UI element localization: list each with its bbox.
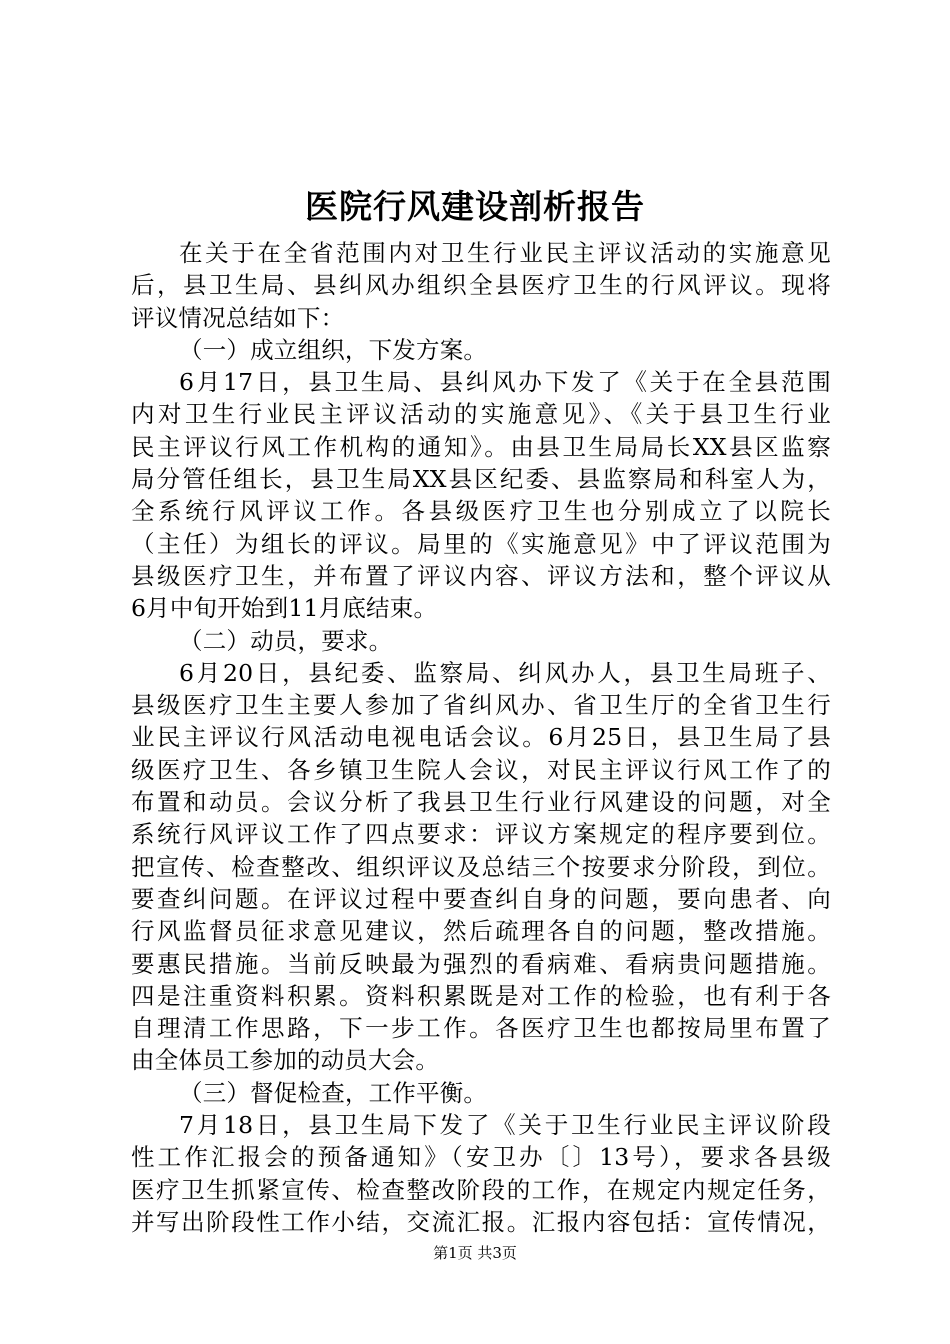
body-line: 布置和动员。会议分析了我县卫生行业行风建设的问题，对全 [131, 788, 831, 817]
body-line: 并写出阶段性工作小结，交流汇报。汇报内容包括：宣传情况， [131, 1207, 831, 1236]
body-line: 县级医疗卫生主要人参加了省纠风办、省卫生厅的全省卫生行 [131, 691, 831, 720]
body-line: 自理清工作思路，下一步工作。各医疗卫生也都按局里布置了 [131, 1014, 831, 1043]
body-line: 全系统行风评议工作。各县级医疗卫生也分别成立了以院长 [131, 497, 831, 526]
body-line: 6月中旬开始到11月底结束。 [131, 594, 438, 623]
body-line: 业民主评议行风活动电视电话会议。6月25日，县卫生局了县 [131, 723, 831, 752]
body-line: 级医疗卫生、各乡镇卫生院人会议，对民主评议行风工作了的 [131, 755, 831, 784]
body-line: 后，县卫生局、县纠风办组织全县医疗卫生的行风评议。现将 [131, 271, 831, 300]
section-heading: （三）督促检查，工作平衡。 [179, 1078, 488, 1107]
body-line: 评议情况总结如下： [131, 303, 345, 332]
section-heading: （一）成立组织，下发方案。 [179, 335, 488, 364]
body-line: 6月17日，县卫生局、县纠风办下发了《关于在全县范围 [179, 368, 831, 397]
body-line: 民主评议行风工作机构的通知》。由县卫生局局长XX县区监察 [131, 432, 831, 461]
body-line: 行风监督员征求意见建议，然后疏理各自的问题，整改措施。 [131, 917, 831, 946]
body-line: 性工作汇报会的预备通知》（安卫办〔〕13号），要求各县级 [131, 1143, 831, 1172]
body-line: 四是注重资料积累。资料积累既是对工作的检验，也有利于各 [131, 981, 831, 1010]
body-line: （主任）为组长的评议。局里的《实施意见》中了评议范围为 [131, 529, 831, 558]
body-line: 县级医疗卫生，并布置了评议内容、评议方法和，整个评议从 [131, 561, 831, 590]
body-line: 要惠民措施。当前反映最为强烈的看病难、看病贵问题措施。 [131, 949, 831, 978]
page-number-footer: 第1页 共3页 [433, 1244, 517, 1262]
body-line: 由全体员工参加的动员大会。 [131, 1046, 440, 1075]
body-line: 系统行风评议工作了四点要求：评议方案规定的程序要到位。 [131, 820, 831, 849]
document-body [131, 237, 831, 1238]
body-line: 医疗卫生抓紧宣传、检查整改阶段的工作，在规定内规定任务， [131, 1175, 831, 1204]
body-line: 在关于在全省范围内对卫生行业民主评议活动的实施意见 [179, 239, 831, 267]
body-line: 6月20日，县纪委、监察局、纠风办人，县卫生局班子、 [179, 658, 831, 687]
body-line: 要查纠问题。在评议过程中要查纠自身的问题，要向患者、向 [131, 884, 831, 913]
body-line: 7月18日，县卫生局下发了《关于卫生行业民主评议阶段 [179, 1111, 831, 1140]
section-heading: （二）动员，要求。 [179, 626, 393, 655]
document-title: 医院行风建设剖析报告 [305, 187, 645, 226]
body-line: 内对卫生行业民主评议活动的实施意见》、《关于县卫生行业 [131, 400, 831, 429]
body-line: 把宣传、检查整改、组织评议及总结三个按要求分阶段，到位。 [131, 852, 831, 881]
body-line: 局分管任组长，县卫生局XX县区纪委、县监察局和科室人为， [131, 465, 831, 494]
